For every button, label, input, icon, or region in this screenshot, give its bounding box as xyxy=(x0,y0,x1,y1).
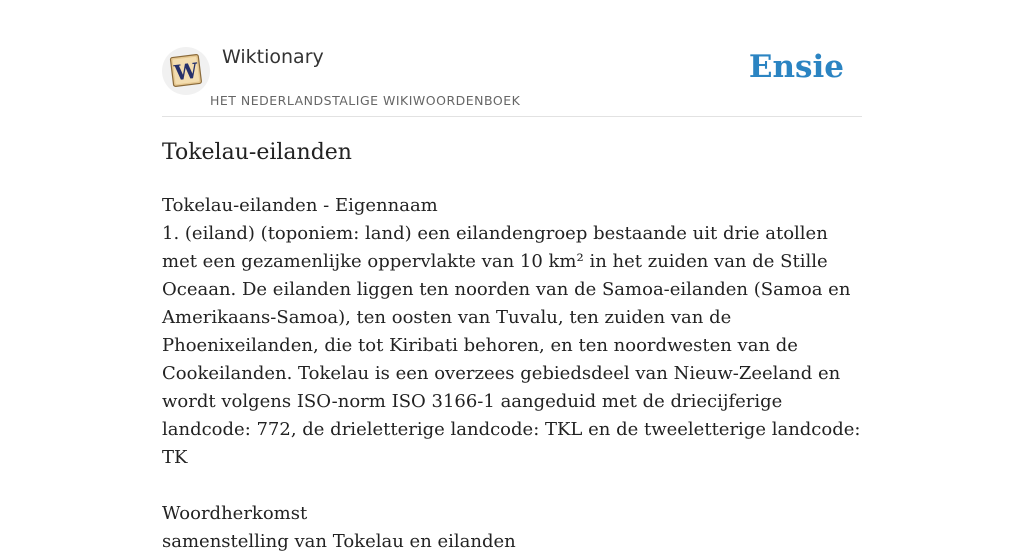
etymology-heading: Woordherkomst xyxy=(162,503,308,524)
article-title: Tokelau-eilanden xyxy=(162,140,352,165)
etymology-text: samenstelling van Tokelau en eilanden xyxy=(162,531,516,552)
definition-text: 1. (eiland) (toponiem: land) een eilandengroep bestaande uit drie atollen met een gezamenlijke oppervlakte van 10 km² in het zuiden van de Stille Oceaan. De eilanden liggen ten noorden van de Samoa-eilanden (Samoa en Amerikaans-Samoa), ten oosten van Tuvalu, ten zuiden van de Phoenixeilanden, die tot Kiribati behoren, en ten noordwesten van de Cookeilanden. Tokelau is een overzees gebiedsdeel van Nieuw-Zeeland en wordt volgens ISO-norm ISO 3166-1 aangeduid met de driecijferige landcode: 772, de drieletterige landcode: TKL en de tweeletterige landcode: TK xyxy=(162,223,861,468)
site-header xyxy=(162,40,862,117)
article-body xyxy=(162,192,862,556)
site-tagline: HET NEDERLANDSTALIGE WIKIWOORDENBOEK xyxy=(210,93,521,108)
ensie-logo[interactable]: Ensie xyxy=(748,49,844,85)
wiktionary-logo[interactable] xyxy=(162,47,210,95)
svg-text:W: W xyxy=(172,57,200,86)
headword-line: Tokelau-eilanden - Eigennaam xyxy=(162,195,438,216)
site-name[interactable]: Wiktionary xyxy=(222,46,324,68)
spacer xyxy=(162,472,862,500)
wiktionary-tile-icon xyxy=(162,47,210,95)
